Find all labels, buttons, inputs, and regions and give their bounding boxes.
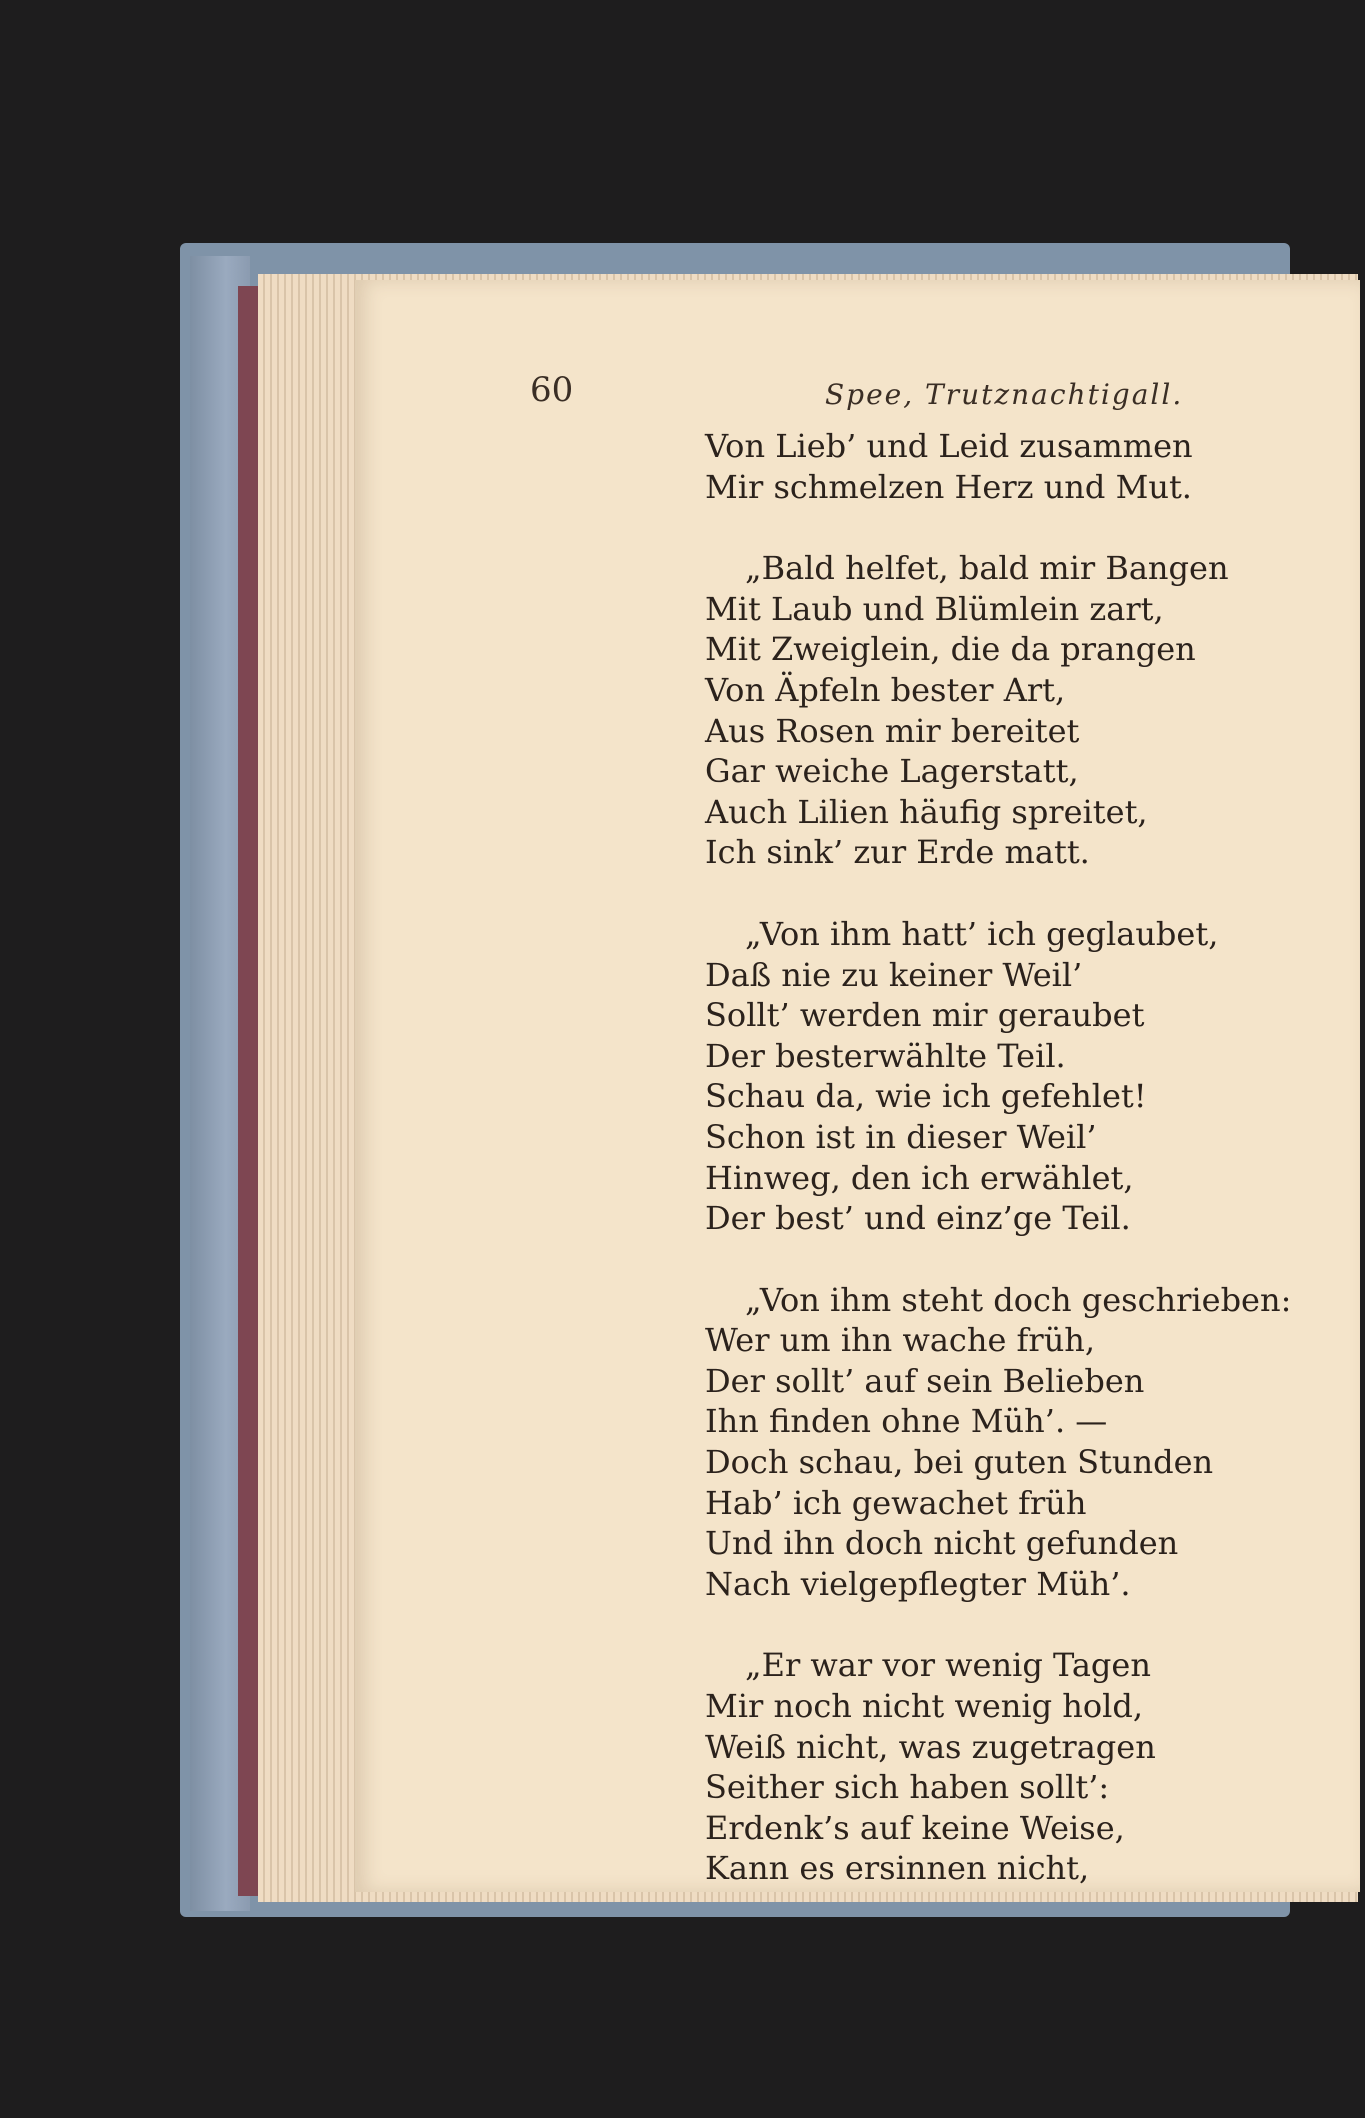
page-number: 60 [530, 370, 574, 410]
poem-line: Seither sich haben sollt’: [705, 1768, 1110, 1807]
poem-line: „Von ihm hatt’ ich geglaubet, [745, 914, 1219, 953]
poem-line: Wer um ihn wache früh, [705, 1321, 1096, 1360]
stanza [705, 1645, 1305, 1889]
poem-text [705, 426, 1305, 1930]
poem-line: Weiß nicht, was zugetragen [705, 1727, 1156, 1766]
poem-line: Hab’ ich gewachet früh [705, 1483, 1087, 1522]
poem-line: Mir noch nicht wenig hold, [705, 1687, 1144, 1726]
stanza [705, 548, 1305, 873]
poem-line: Nach vielgepflegter Müh’. [705, 1564, 1131, 1603]
poem-line: Mit Laub und Blümlein zart, [705, 589, 1164, 628]
poem-line: Aus Rosen mir bereitet [705, 711, 1080, 750]
poem-line: „Bald helfet, bald mir Bangen [745, 549, 1229, 588]
poem-line: Hinweg, den ich erwählet, [705, 1158, 1134, 1197]
stanza [705, 426, 1305, 507]
poem-line: Daß nie zu keiner Weil’ [705, 955, 1083, 994]
running-head: Spee, Trutznachtigall. [825, 378, 1184, 411]
poem-line: Kann es ersinnen nicht, [705, 1849, 1090, 1888]
poem-line: Mir schmelzen Herz und Mut. [705, 467, 1192, 506]
poem-line: Mit Zweiglein, die da prangen [705, 630, 1196, 669]
poem-line: „Er war vor wenig Tagen [745, 1646, 1151, 1685]
page-edge-red [238, 286, 260, 1896]
poem-line: Ich sink’ zur Erde matt. [705, 833, 1090, 872]
poem-line: Auch Lilien häufig spreitet, [705, 792, 1148, 831]
poem-line: Von Äpfeln bester Art, [705, 670, 1066, 709]
poem-line: Der sollt’ auf sein Belieben [705, 1361, 1145, 1400]
poem-line: Sollt’ werden mir geraubet [705, 996, 1145, 1035]
poem-line: Der besterwählte Teil. [705, 1036, 1066, 1075]
poem-line: Ihn finden ohne Müh’. — [705, 1402, 1108, 1441]
poem-line: Erdenk’s auf keine Weise, [705, 1808, 1125, 1847]
poem-line: Doch schau, bei guten Stunden [705, 1443, 1214, 1482]
poem-line: Gar weiche Lagerstatt, [705, 752, 1079, 791]
stanza [705, 1280, 1305, 1605]
poem-line: Schon ist in dieser Weil’ [705, 1117, 1097, 1156]
poem-line: Schau da, wie ich gefehlet! [705, 1077, 1147, 1116]
stanza [705, 914, 1305, 1239]
poem-line: „Von ihm steht doch geschrieben: [745, 1280, 1292, 1319]
poem-line: Von Lieb’ und Leid zusammen [705, 427, 1193, 465]
poem-line: Der best’ und einz’ge Teil. [705, 1199, 1131, 1238]
poem-line: Und ihn doch nicht gefunden [705, 1524, 1179, 1563]
